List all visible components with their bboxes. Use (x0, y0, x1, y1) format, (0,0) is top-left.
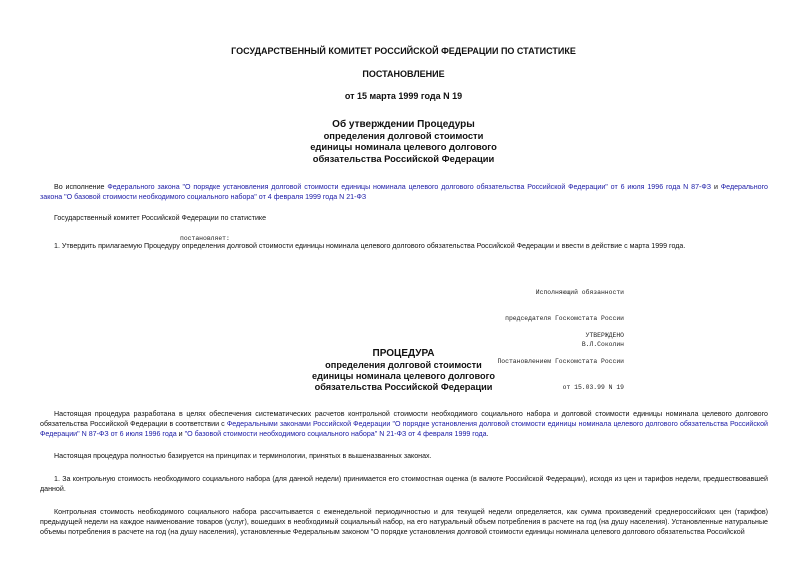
committee-heading: ГОСУДАРСТВЕННЫЙ КОМИТЕТ РОССИЙСКОЙ ФЕДЕРАЦИИ ПО СТАТИСТИКЕ (231, 46, 576, 56)
federal-law-21-link-2[interactable]: "О базовой стоимости необходимого социального набора" N 21-ФЗ от 4 февраля 1999 года (184, 430, 487, 439)
document-title (40, 119, 767, 164)
document-type: ПОСТАНОВЛЕНИЕ (362, 69, 445, 79)
document-date-number: от 15 марта 1999 года N 19 (344, 91, 463, 101)
signature-line: Исполняющий обязанности (535, 289, 624, 297)
title-line: единицы номинала целевого долгового (310, 141, 497, 153)
procedure-title-line: обязательства Российской Федерации (314, 382, 493, 393)
preamble-mid: и (711, 183, 721, 191)
preamble-prefix: Во исполнение (54, 183, 108, 191)
basis-paragraph: Настоящая процедура полностью базируется на принципах и терминологии, принятых в вышеназванных законах. (54, 452, 432, 460)
procedure-title (40, 357, 767, 394)
approved-line: УТВЕРЖДЕНО (585, 332, 624, 340)
intro-mid: и (176, 430, 185, 439)
procedure-title-line: определения долговой стоимости (325, 360, 482, 370)
federal-law-87-link[interactable]: Федерального закона "О порядке установления долговой стоимости единицы номинала целевого долгового обязательства Российской Федерации" от 6 июля 1996 года N 87-ФЗ (107, 183, 712, 191)
title-line: определения долговой стоимости (323, 130, 484, 142)
intro-end: . (486, 430, 489, 439)
point-1-paragraph: 1. За контрольную стоимость необходимого социального набора (для данной недели) принимается его стоимостная оценка (в валюте Российской Федерации), исходя из цен и тарифов недели, предшествовавшей данной. (40, 475, 768, 494)
approved-line: Постановлением Госкомстата России (497, 357, 624, 365)
committee-line: Государственный комитет Российской Федерации по статистике (54, 214, 267, 222)
approved-line: от 15.03.99 N 19 (562, 383, 624, 391)
signature-line: В.Л.Соколин (581, 340, 624, 348)
item-1-paragraph: 1. Утвердить прилагаемую Процедуру определения долговой стоимости единицы номинала целевого долгового обязательства Российской Федерации и ввести в действие с марта 1999 года. (54, 242, 686, 250)
federal-laws-87-link[interactable]: Федеральными законами Российской Федерации "О порядке установления долговой стоимости единицы номинала целевого долгового обязательства Российской Федерации" N 87-ФЗ от 6 июля 1996 года (40, 420, 768, 439)
signature-line: председателя Госкомстата России (505, 314, 624, 322)
title-line: обязательства Российской Федерации (312, 152, 495, 164)
procedure-heading: ПРОЦЕДУРА (372, 348, 435, 359)
preamble-paragraph (40, 182, 768, 202)
calculation-paragraph: Контрольная стоимость необходимого социального набора рассчитывается с еженедельной периодичностью и для текущей недели определяется, как сумма произведений среднероссийских цен (тарифов) предыдущей недели на каждое наименование товаров (услуг), вошедших в необходимый социальный набор, на его натуральный объем потребления в расчете на год (на душу населения). Установленные натуральные объемы потребления в расчете на год (на душу населения), установленные Федеральным законом "О порядке установления долговой стоимости единицы номинала целевого долгового обязательства Российской (40, 508, 768, 537)
procedure-title-line: единицы номинала целевого долгового (312, 371, 495, 382)
intro-paragraph (40, 409, 768, 440)
decrees-word: постановляет: (180, 235, 230, 242)
intro-text: Настоящая процедура разработана в целях обеспечения систематических расчетов контрольной стоимости необходимого социального набора и долговой стоимости единицы номинала целевого долгового обязательства Российской Федерации в соответствии с (40, 410, 768, 429)
title-line: Об утверждении Процедуры (332, 119, 475, 130)
federal-law-21-link[interactable]: Федерального закона "О базовой стоимости необходимого социального набора" от 4 февраля 1999 года N 21-ФЗ (40, 183, 768, 202)
